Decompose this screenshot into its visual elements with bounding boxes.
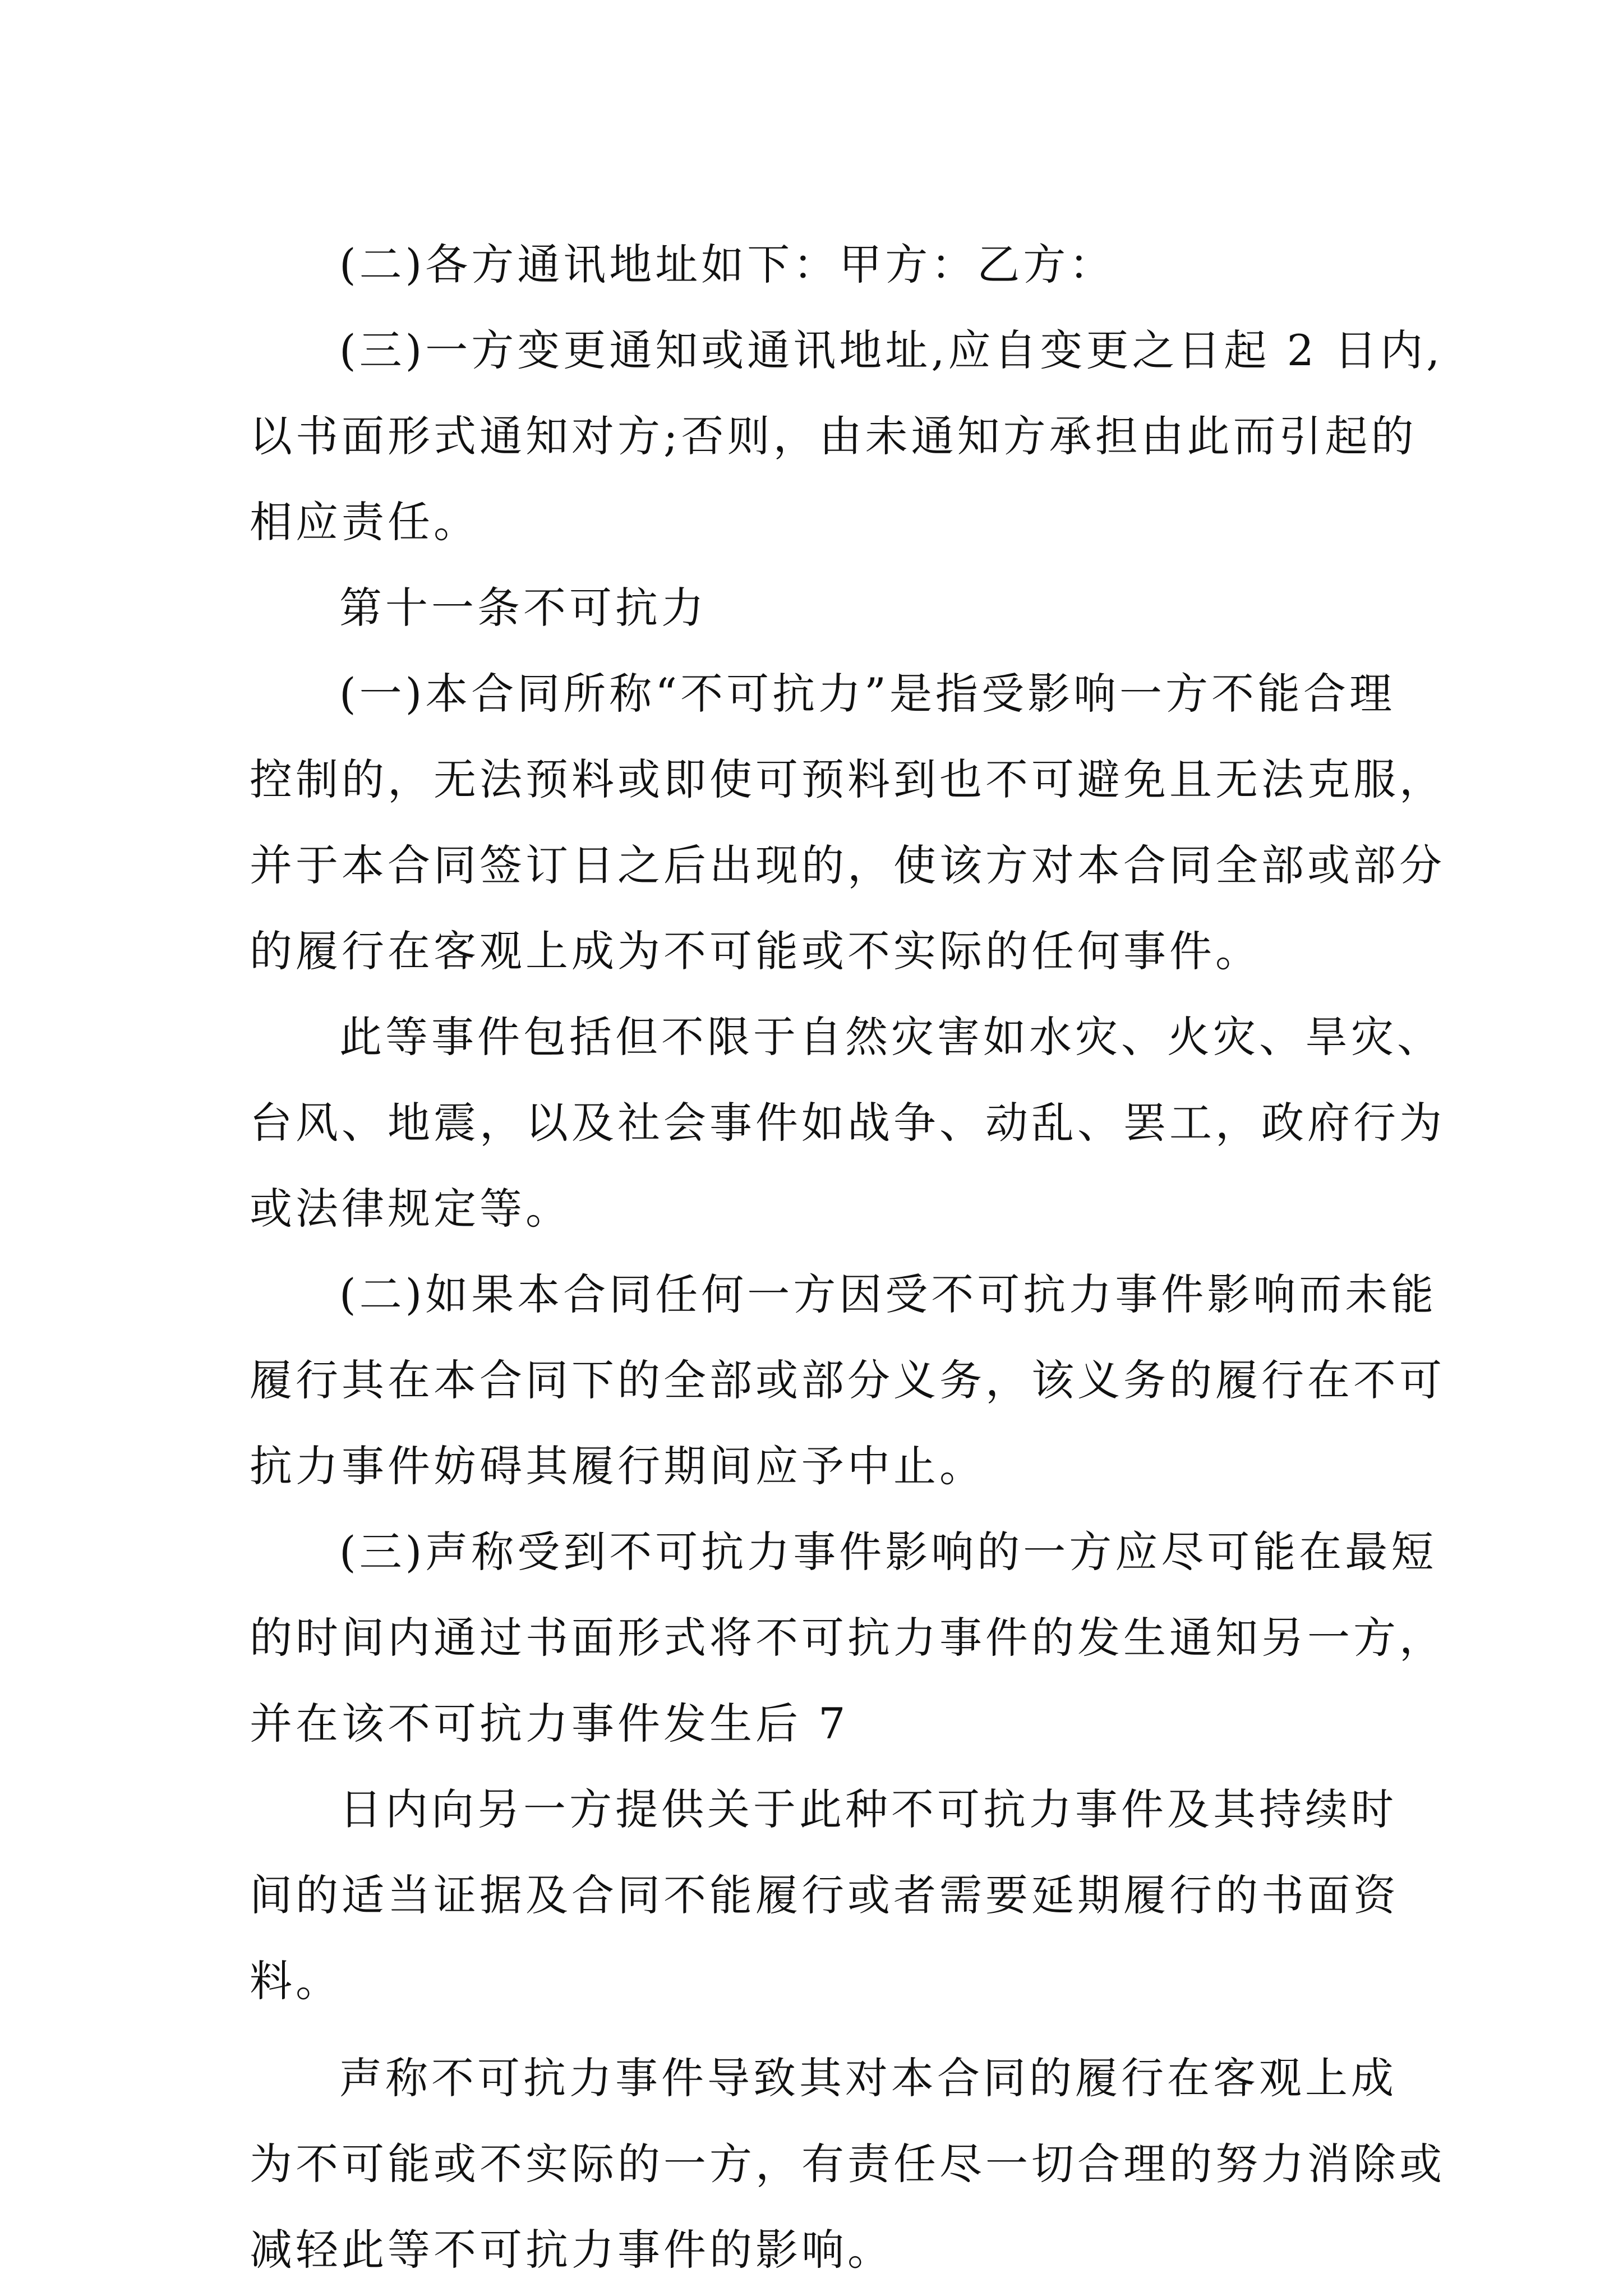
text-line: 以书面形式通知对方;否则，由未通知方承担由此而引起的 [250, 411, 1417, 461]
text-line: (三)一方变更通知或通讯地址,应自变更之日起 2 日内, [339, 325, 1444, 375]
text-line: 台风、地震，以及社会事件如战争、动乱、罢工，政府行为 [250, 1098, 1445, 1148]
text-line: (三)声称受到不可抗力事件影响的一方应尽可能在最短 [339, 1527, 1437, 1577]
document-body [250, 222, 1445, 2293]
text-line: 或法律规定等。 [250, 1184, 571, 1234]
text-line: 此等事件包括但不限于自然灾害如水灾、火灾、旱灾、 [339, 1012, 1443, 1062]
text-line: 并于本合同签订日之后出现的，使该方对本合同全部或部分 [250, 840, 1445, 890]
text-line: 声称不可抗力事件导致其对本合同的履行在客观上成 [339, 2053, 1397, 2103]
text-line: 料。 [250, 1956, 342, 2006]
text-line: (一)本合同所称“不可抗力”是指受影响一方不能合理 [339, 669, 1396, 719]
text-line: 的时间内通过书面形式将不可抗力事件的发生通知另一方， [250, 1613, 1445, 1663]
text-line: 控制的，无法预料或即使可预料到也不可避免且无法克服， [250, 754, 1445, 804]
text-line: 日内向另一方提供关于此种不可抗力事件及其持续时 [339, 1784, 1397, 1834]
text-line: 间的适当证据及合同不能履行或者需要延期履行的书面资 [250, 1870, 1399, 1920]
text-line: 并在该不可抗力事件发生后 7 [250, 1699, 849, 1749]
text-line: (二)如果本合同任何一方因受不可抗力事件影响而未能 [339, 1269, 1437, 1319]
text-line: 相应责任。 [250, 497, 479, 547]
text-line: 抗力事件妨碍其履行期间应予中止。 [250, 1441, 985, 1491]
text-line: 的履行在客观上成为不可能或不实际的任何事件。 [250, 926, 1261, 976]
text-line: 第十一条不可抗力 [339, 583, 707, 633]
text-line: 减轻此等不可抗力事件的影响。 [250, 2225, 893, 2275]
text-line: 为不可能或不实际的一方，有责任尽一切合理的努力消除或 [250, 2139, 1445, 2189]
text-line: (二)各方通讯地址如下：甲方：乙方： [339, 240, 1115, 289]
text-line: 履行其在本合同下的全部或部分义务，该义务的履行在不可 [250, 1355, 1445, 1405]
